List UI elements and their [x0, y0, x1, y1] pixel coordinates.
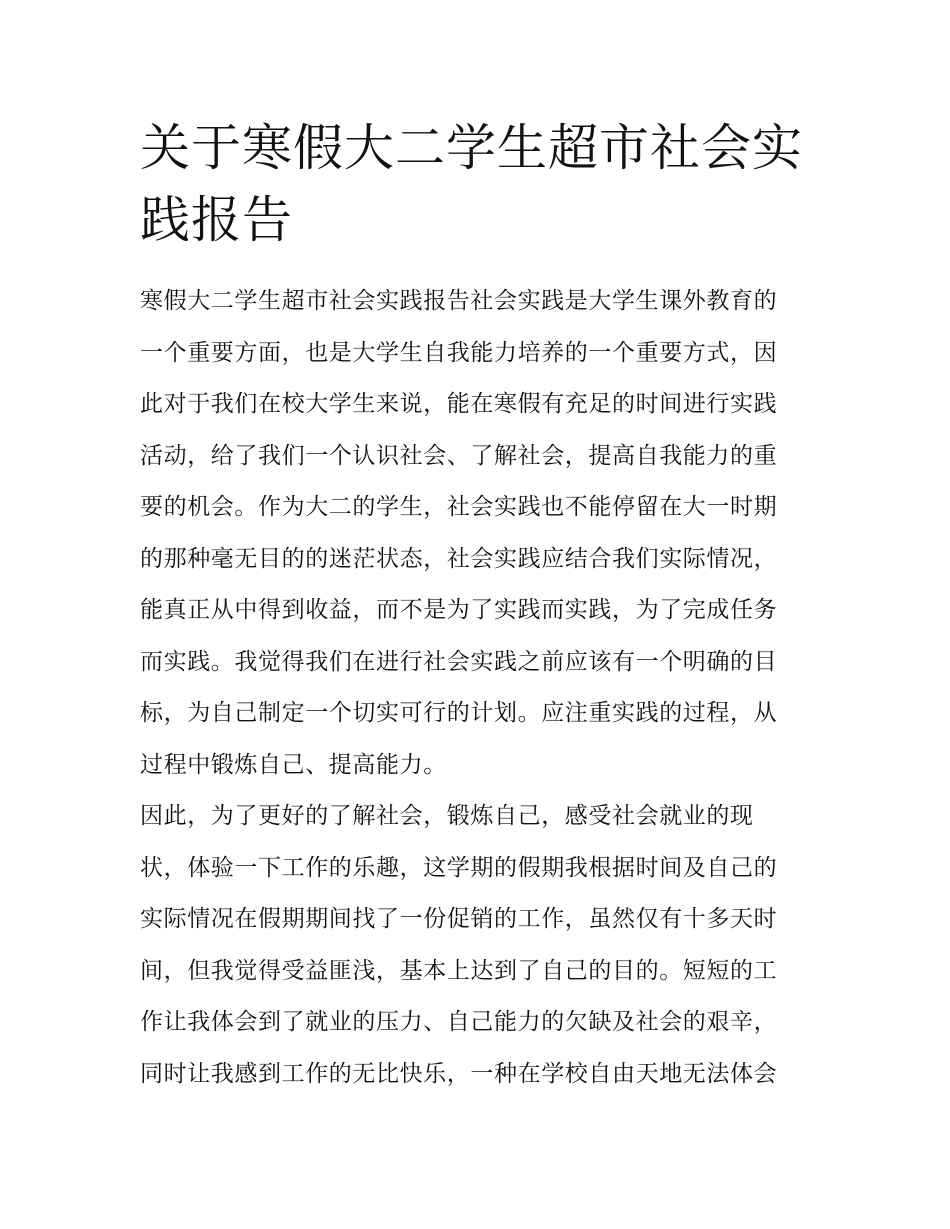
body-line: 此对于我们在校大学生来说，能在寒假有充足的时间进行实践 — [140, 391, 778, 417]
body-line: 寒假大二学生超市社会实践报告社会实践是大学生课外教育的 — [140, 288, 778, 314]
document-body — [140, 276, 820, 1100]
body-line: 实际情况在假期期间找了一份促销的工作，虽然仅有十多天时 — [140, 906, 778, 932]
body-line: 一个重要方面，也是大学生自我能力培养的一个重要方式，因 — [140, 339, 778, 366]
body-line: 状，体验一下工作的乐趣，这学期的假期我根据时间及自己的 — [140, 854, 778, 881]
body-line: 能真正从中得到收益，而不是为了实践而实践，为了完成任务 — [140, 597, 778, 623]
body-line: 的那种毫无目的的迷茫状态，社会实践应结合我们实际情况， — [140, 545, 778, 572]
body-line: 而实践。我觉得我们在进行社会实践之前应该有一个明确的目 — [140, 648, 778, 675]
body-line: 因此，为了更好的了解社会，锻炼自己，感受社会就业的现 — [140, 803, 754, 829]
body-line: 同时让我感到工作的无比快乐，一种在学校自由天地无法体会 — [140, 1060, 778, 1087]
title-line: 践报告 — [140, 191, 293, 249]
title-line: 关于寒假大二学生超市社会实 — [140, 119, 803, 177]
body-line: 间，但我觉得受益匪浅，基本上达到了自己的目的。短短的工 — [140, 957, 778, 984]
body-line: 活动，给了我们一个认识社会、了解社会，提高自我能力的重 — [140, 442, 778, 469]
body-line: 标，为自己制定一个切实可行的计划。应注重实践的过程，从 — [140, 700, 778, 726]
body-line: 过程中锻炼自己、提高能力。 — [140, 751, 447, 778]
body-line: 要的机会。作为大二的学生，社会实践也不能停留在大一时期 — [140, 494, 778, 520]
body-line: 作让我体会到了就业的压力、自己能力的欠缺及社会的艰辛， — [140, 1009, 778, 1035]
document-title — [140, 112, 820, 256]
